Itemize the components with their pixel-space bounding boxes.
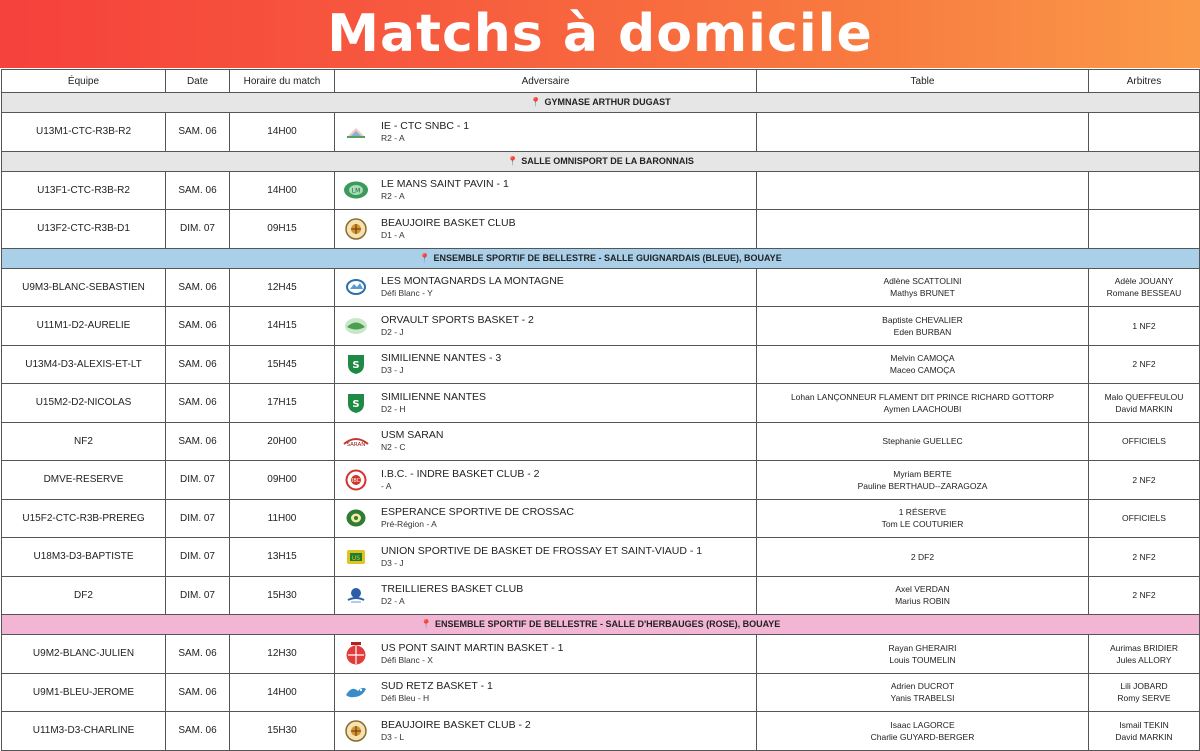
- opponent-wrap: [335, 635, 756, 673]
- match-row: [2, 712, 1200, 751]
- opponent-cell: [335, 673, 757, 712]
- opponent-wrap: [335, 210, 756, 248]
- opponent-cell: [335, 384, 757, 423]
- opponent-text: [381, 680, 493, 704]
- time-cell: 12H30: [230, 635, 335, 674]
- opponent-division: - A: [381, 480, 392, 491]
- date-cell: SAM. 06: [166, 422, 230, 461]
- table-officials-cell: [757, 307, 1089, 346]
- table-officials-name: Mathys BRUNET: [890, 288, 955, 299]
- pont-st-martin-logo-icon: [343, 641, 369, 667]
- match-row: [2, 384, 1200, 423]
- referees-name: Ismail TEKIN: [1119, 719, 1169, 730]
- table-officials-cell: [757, 461, 1089, 500]
- opponent-division: D3 - J: [381, 365, 404, 376]
- referees-name: Adèle JOUANY: [1114, 276, 1174, 287]
- svg-text:SARAN: SARAN: [346, 442, 366, 449]
- table-officials-name: Pauline BERTHAUD--ZARAGOZA: [857, 480, 988, 491]
- table-officials-cell: [757, 499, 1089, 538]
- opponent-cell: [335, 113, 757, 152]
- date-cell: SAM. 06: [166, 712, 230, 751]
- map-pin-icon: 📍: [530, 97, 542, 107]
- team-cell: U13M4-D3-ALEXIS-ET-LT: [2, 345, 166, 384]
- opponent-text: [381, 275, 564, 299]
- team-cell: U13F1-CTC-R3B-R2: [2, 171, 166, 210]
- table-officials-cell: [757, 712, 1089, 751]
- opponent-text: [381, 545, 702, 569]
- header-opponent: Adversaire: [335, 70, 757, 93]
- referees-name: 2 NF2: [1132, 359, 1156, 370]
- date-cell: SAM. 06: [166, 635, 230, 674]
- opponent-name: BEAUJOIRE BASKET CLUB - 2: [381, 718, 531, 731]
- similienne-logo-icon: [343, 351, 369, 377]
- table-officials-name: Louis TOUMELIN: [889, 654, 956, 665]
- referees-names: [1089, 435, 1199, 447]
- referees-names: [1089, 320, 1199, 332]
- referees-cell: [1089, 635, 1200, 674]
- opponent-division: D1 - A: [381, 229, 405, 240]
- time-cell: 15H30: [230, 712, 335, 751]
- svg-text:LM: LM: [351, 187, 361, 195]
- opponent-name: US PONT SAINT MARTIN BASKET - 1: [381, 641, 564, 654]
- svg-text:IBC: IBC: [351, 477, 361, 484]
- match-row: [2, 499, 1200, 538]
- opponent-division: R2 - A: [381, 191, 405, 202]
- opponent-name: TREILLIERES BASKET CLUB: [381, 583, 524, 596]
- frossay-logo-icon: [343, 544, 369, 570]
- referees-names: [1089, 642, 1199, 666]
- opponent-text: [381, 217, 516, 241]
- montagnards-logo-icon: [343, 274, 369, 300]
- table-officials-cell: [757, 345, 1089, 384]
- team-cell: U13M1-CTC-R3B-R2: [2, 113, 166, 152]
- table-officials-name: Axel VERDAN: [895, 584, 950, 595]
- referees-name: 1 NF2: [1132, 320, 1156, 331]
- referees-name: Romy SERVE: [1117, 693, 1171, 704]
- match-row: [2, 113, 1200, 152]
- table-officials-name: Eden BURBAN: [893, 326, 952, 337]
- time-cell: 14H00: [230, 171, 335, 210]
- time-cell: 09H15: [230, 210, 335, 249]
- opponent-name: IE - CTC SNBC - 1: [381, 119, 470, 132]
- map-pin-icon: 📍: [419, 252, 431, 263]
- opponent-text: [381, 468, 540, 492]
- opponent-text: [381, 314, 534, 338]
- team-cell: DMVE-RESERVE: [2, 461, 166, 500]
- opponent-text: [381, 120, 469, 144]
- opponent-name: LE MANS SAINT PAVIN - 1: [381, 178, 509, 191]
- referees-name: OFFICIELS: [1122, 436, 1166, 447]
- referees-cell: [1089, 307, 1200, 346]
- venue-row: [2, 151, 1200, 171]
- page-title: Matchs à domicile: [327, 4, 873, 64]
- opponent-text: [381, 583, 523, 607]
- opponent-text: [381, 352, 501, 376]
- table-officials-names: [757, 275, 1088, 299]
- sud-retz-logo-icon: [343, 679, 369, 705]
- match-row: [2, 576, 1200, 615]
- time-cell: 13H15: [230, 538, 335, 577]
- time-cell: 14H15: [230, 307, 335, 346]
- table-officials-name: Yanis TRABELSI: [890, 693, 955, 704]
- time-cell: 15H30: [230, 576, 335, 615]
- time-cell: 17H15: [230, 384, 335, 423]
- date-cell: DIM. 07: [166, 538, 230, 577]
- date-cell: SAM. 06: [166, 171, 230, 210]
- team-cell: DF2: [2, 576, 166, 615]
- header-table: Table: [757, 70, 1089, 93]
- opponent-cell: [335, 538, 757, 577]
- time-cell: 12H45: [230, 268, 335, 307]
- svg-text:US: US: [351, 554, 361, 562]
- opponent-text: [381, 391, 486, 415]
- match-row: [2, 307, 1200, 346]
- time-cell: 15H45: [230, 345, 335, 384]
- map-pin-icon: 📍: [420, 619, 432, 629]
- venue-name: SALLE OMNISPORT DE LA BARONNAIS: [521, 155, 694, 166]
- team-cell: U13F2-CTC-R3B-D1: [2, 210, 166, 249]
- referees-names: [1089, 551, 1199, 563]
- opponent-wrap: [335, 461, 756, 499]
- referees-name: Jules ALLORY: [1116, 654, 1172, 665]
- beaujoire-logo-icon: [343, 216, 369, 242]
- opponent-cell: [335, 307, 757, 346]
- team-cell: U18M3-D3-BAPTISTE: [2, 538, 166, 577]
- opponent-wrap: [335, 384, 756, 422]
- opponent-division: Défi Bleu - H: [381, 693, 430, 704]
- match-row: [2, 635, 1200, 674]
- referees-names: [1089, 589, 1199, 601]
- table-officials-names: [757, 680, 1088, 704]
- table-officials-name: 1 RÉSERVE: [898, 507, 947, 518]
- referees-names: [1089, 358, 1199, 370]
- time-cell: 11H00: [230, 499, 335, 538]
- table-officials-name: Rayan GHERAIRI: [888, 642, 957, 653]
- referees-cell: [1089, 538, 1200, 577]
- table-officials-names: [757, 583, 1088, 607]
- opponent-cell: [335, 461, 757, 500]
- opponent-name: SUD RETZ BASKET - 1: [381, 680, 493, 693]
- table-officials-cell: [757, 538, 1089, 577]
- opponent-division: R2 - A: [381, 132, 405, 143]
- table-officials-name: Marius ROBIN: [895, 596, 950, 607]
- tent-logo-icon: [343, 119, 369, 145]
- saran-logo-icon: [343, 428, 369, 454]
- referees-names: [1089, 680, 1199, 704]
- table-officials-name: Isaac LAGORCE: [890, 719, 955, 730]
- venue-row: [2, 615, 1200, 635]
- table-officials-name: Maceo CAMOÇA: [889, 365, 956, 376]
- table-officials-name: Adrien DUCROT: [890, 681, 955, 692]
- table-officials-names: [757, 468, 1088, 492]
- opponent-cell: [335, 210, 757, 249]
- table-officials-cell: [757, 210, 1089, 249]
- team-cell: U9M2-BLANC-JULIEN: [2, 635, 166, 674]
- date-cell: DIM. 07: [166, 576, 230, 615]
- referees-name: David MARKIN: [1115, 403, 1173, 414]
- referees-names: [1089, 275, 1199, 299]
- table-officials-name: Aymen LAACHOUBI: [883, 403, 962, 414]
- date-cell: DIM. 07: [166, 461, 230, 500]
- date-cell: SAM. 06: [166, 673, 230, 712]
- header-team: Équipe: [2, 70, 166, 93]
- map-pin-icon: 📍: [507, 155, 519, 166]
- table-officials-names: [757, 314, 1088, 338]
- opponent-cell: [335, 422, 757, 461]
- opponent-wrap: [335, 423, 756, 461]
- table-officials-name: Lohan LANÇONNEUR FLAMENT DIT PRINCE RICHARD GOTTORP: [790, 391, 1055, 402]
- date-cell: SAM. 06: [166, 345, 230, 384]
- opponent-wrap: [335, 538, 756, 576]
- svg-text:S: S: [352, 360, 360, 372]
- header-time: Horaire du match: [230, 70, 335, 93]
- opponent-name: BEAUJOIRE BASKET CLUB: [381, 216, 516, 229]
- referees-cell: [1089, 268, 1200, 307]
- match-row: [2, 171, 1200, 210]
- team-cell: U9M1-BLEU-JEROME: [2, 673, 166, 712]
- referees-name: 2 NF2: [1132, 551, 1156, 562]
- opponent-division: D2 - A: [381, 596, 405, 607]
- table-officials-names: [757, 352, 1088, 376]
- date-cell: SAM. 06: [166, 113, 230, 152]
- opponent-name: SIMILIENNE NANTES: [381, 390, 487, 403]
- venue-cell: [2, 93, 1200, 113]
- opponent-division: D3 - J: [381, 557, 404, 568]
- table-officials-cell: [757, 422, 1089, 461]
- opponent-division: Défi Blanc - X: [381, 654, 433, 665]
- referees-names: [1089, 512, 1199, 524]
- opponent-name: ESPERANCE SPORTIVE DE CROSSAC: [381, 506, 574, 519]
- team-cell: U11M3-D3-CHARLINE: [2, 712, 166, 751]
- opponent-text: [381, 178, 509, 202]
- venue-name: ENSEMBLE SPORTIF DE BELLESTRE - SALLE GUIGNARDAIS (BLEUE), BOUAYE: [433, 252, 782, 263]
- beaujoire-logo-icon: [343, 718, 369, 744]
- opponent-wrap: [335, 307, 756, 345]
- table-officials-names: [757, 435, 1088, 447]
- referees-cell: [1089, 422, 1200, 461]
- team-cell: U9M3-BLANC-SEBASTIEN: [2, 268, 166, 307]
- match-row: [2, 461, 1200, 500]
- referees-cell: [1089, 461, 1200, 500]
- referees-names: [1089, 719, 1199, 743]
- opponent-cell: [335, 712, 757, 751]
- table-officials-name: Charlie GUYARD-BERGER: [870, 731, 975, 742]
- referees-cell: [1089, 384, 1200, 423]
- time-cell: 20H00: [230, 422, 335, 461]
- match-row: [2, 210, 1200, 249]
- venue-row: [2, 248, 1200, 268]
- table-officials-name: Adlène SCATTOLINI: [883, 276, 962, 287]
- opponent-text: [381, 506, 574, 530]
- opponent-cell: [335, 576, 757, 615]
- table-officials-cell: [757, 171, 1089, 210]
- opponent-division: D2 - J: [381, 326, 404, 337]
- venue-name: ENSEMBLE SPORTIF DE BELLESTRE - SALLE D'HERBAUGES (ROSE), BOUAYE: [434, 619, 781, 629]
- table-officials-cell: [757, 268, 1089, 307]
- opponent-cell: [335, 171, 757, 210]
- opponent-division: D2 - H: [381, 403, 406, 414]
- header-referees: Arbitres: [1089, 70, 1200, 93]
- venue-cell: [2, 615, 1200, 635]
- opponent-division: Défi Blanc - Y: [381, 288, 433, 299]
- table-officials-names: [757, 551, 1088, 563]
- team-cell: U15M2-D2-NICOLAS: [2, 384, 166, 423]
- header-row: [2, 70, 1200, 93]
- referees-cell: [1089, 499, 1200, 538]
- treillieres-logo-icon: [343, 582, 369, 608]
- table-officials-cell: [757, 113, 1089, 152]
- referees-cell: [1089, 171, 1200, 210]
- opponent-wrap: [335, 269, 756, 307]
- referees-name: Malo QUEFFEULOU: [1104, 391, 1184, 402]
- table-officials-name: Baptiste CHEVALIER: [882, 314, 963, 325]
- table-officials-names: [757, 719, 1088, 743]
- referees-name: OFFICIELS: [1122, 513, 1166, 524]
- opponent-division: N2 - C: [381, 442, 406, 453]
- opponent-division: Pré-Région - A: [381, 519, 437, 530]
- venue-cell: [2, 151, 1200, 171]
- table-officials-cell: [757, 635, 1089, 674]
- table-officials-cell: [757, 673, 1089, 712]
- referees-name: Lili JOBARD: [1120, 681, 1168, 692]
- match-row: [2, 538, 1200, 577]
- opponent-wrap: [335, 674, 756, 712]
- opponent-name: ORVAULT SPORTS BASKET - 2: [381, 313, 534, 326]
- opponent-name: USM SARAN: [381, 429, 444, 442]
- table-officials-cell: [757, 576, 1089, 615]
- table-officials-name: Stephanie GUELLEC: [882, 436, 963, 447]
- venue-name: GYMNASE ARTHUR DUGAST: [544, 97, 671, 107]
- match-row: [2, 673, 1200, 712]
- referees-names: [1089, 474, 1199, 486]
- opponent-name: UNION SPORTIVE DE BASKET DE FROSSAY ET SAINT-VIAUD - 1: [381, 544, 703, 557]
- opponent-name: I.B.C. - INDRE BASKET CLUB - 2: [381, 467, 540, 480]
- opponent-cell: [335, 345, 757, 384]
- opponent-wrap: [335, 172, 756, 210]
- opponent-text: [381, 429, 443, 453]
- table-officials-name: Myriam BERTE: [893, 468, 952, 479]
- referees-cell: [1089, 345, 1200, 384]
- date-cell: DIM. 07: [166, 210, 230, 249]
- time-cell: 14H00: [230, 673, 335, 712]
- opponent-text: [381, 719, 531, 743]
- opponent-cell: [335, 635, 757, 674]
- referees-name: 2 NF2: [1132, 590, 1156, 601]
- svg-text:S: S: [352, 398, 360, 410]
- table-officials-names: [757, 506, 1088, 530]
- orvault-logo-icon: [343, 313, 369, 339]
- table-officials-cell: [757, 384, 1089, 423]
- similienne-logo-icon: [343, 390, 369, 416]
- opponent-cell: [335, 268, 757, 307]
- match-row: [2, 268, 1200, 307]
- referees-name: David MARKIN: [1115, 731, 1173, 742]
- opponent-wrap: [335, 113, 756, 151]
- time-cell: 14H00: [230, 113, 335, 152]
- table-officials-names: [757, 391, 1088, 415]
- referees-cell: [1089, 210, 1200, 249]
- team-cell: U11M1-D2-AURELIE: [2, 307, 166, 346]
- table-officials-name: 2 DF2: [910, 551, 935, 562]
- table-officials-names: [757, 642, 1088, 666]
- referees-name: 2 NF2: [1132, 474, 1156, 485]
- table-officials-name: Tom LE COUTURIER: [881, 519, 964, 530]
- matches-table: [1, 69, 1200, 751]
- match-row: [2, 422, 1200, 461]
- opponent-wrap: [335, 712, 756, 750]
- date-cell: SAM. 06: [166, 268, 230, 307]
- table-officials-name: Melvin CAMOÇA: [890, 353, 955, 364]
- referees-cell: [1089, 576, 1200, 615]
- referees-cell: [1089, 673, 1200, 712]
- team-cell: U15F2-CTC-R3B-PREREG: [2, 499, 166, 538]
- opponent-wrap: [335, 577, 756, 615]
- time-cell: 09H00: [230, 461, 335, 500]
- opponent-name: SIMILIENNE NANTES - 3: [381, 352, 502, 365]
- date-cell: DIM. 07: [166, 499, 230, 538]
- date-cell: SAM. 06: [166, 384, 230, 423]
- match-row: [2, 345, 1200, 384]
- referees-name: Aurimas BRIDIER: [1109, 642, 1178, 653]
- header-date: Date: [166, 70, 230, 93]
- referees-cell: [1089, 712, 1200, 751]
- ibc-logo-icon: [343, 467, 369, 493]
- green-club-logo-icon: [343, 177, 369, 203]
- crossac-logo-icon: [343, 505, 369, 531]
- venue-cell: [2, 248, 1200, 268]
- opponent-division: D3 - L: [381, 731, 405, 742]
- opponent-name: LES MONTAGNARDS LA MONTAGNE: [381, 275, 564, 288]
- referees-name: Romane BESSEAU: [1106, 288, 1182, 299]
- referees-cell: [1089, 113, 1200, 152]
- opponent-text: [381, 642, 563, 666]
- date-cell: SAM. 06: [166, 307, 230, 346]
- opponent-wrap: [335, 346, 756, 384]
- opponent-wrap: [335, 500, 756, 538]
- title-banner: [0, 0, 1200, 68]
- venue-row: [2, 93, 1200, 113]
- team-cell: NF2: [2, 422, 166, 461]
- opponent-cell: [335, 499, 757, 538]
- referees-names: [1089, 391, 1199, 415]
